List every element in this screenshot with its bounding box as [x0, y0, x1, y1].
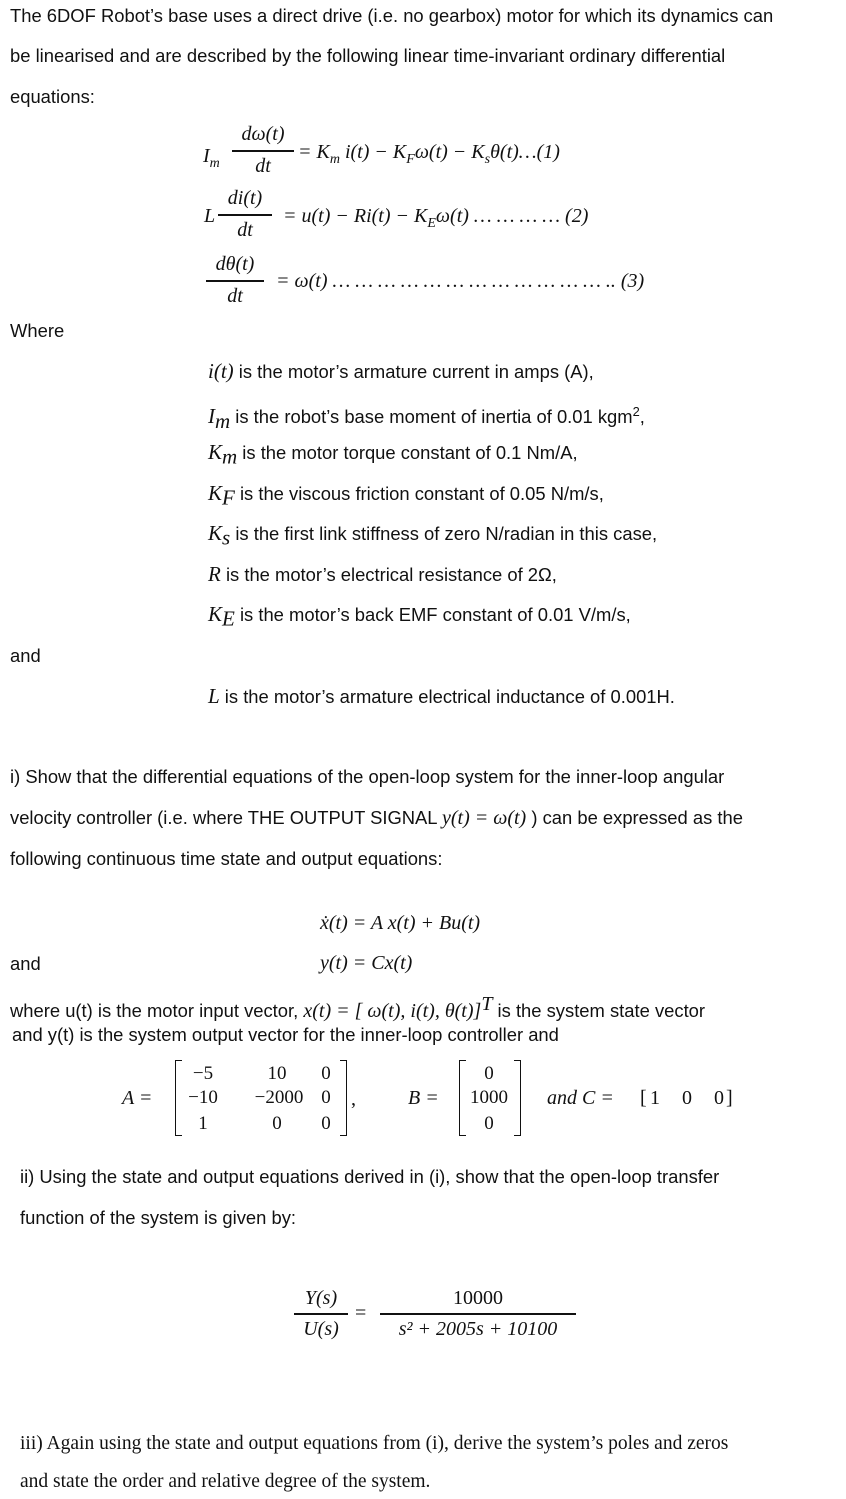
matrix-a-cell: 1 — [198, 1113, 208, 1134]
matrix-a-cell: −10 — [188, 1087, 218, 1108]
eq1-denominator: dt — [255, 155, 271, 177]
matrix-b-cell: 1000 — [470, 1087, 508, 1108]
eq2-denominator: dt — [237, 219, 253, 241]
definition-resistance: R is the motor’s electrical resistance of 2Ω, — [208, 562, 557, 586]
eq1-numerator: dω(t) — [241, 123, 285, 145]
matrix-c-cell: 0 — [682, 1087, 692, 1109]
matrix-b-cell: 0 — [484, 1113, 494, 1134]
eq1-rhs: = $K_m$ $i(t) - K_F\omega(t)$ − $K_s\theta(t)\dots(1)$ — [298, 141, 560, 167]
matrix-a-cell: −2000 — [254, 1087, 304, 1108]
where-state-line-1: where u(t) is the motor input vector, x(t) = [ ω(t), i(t), θ(t)]$^T$ is the system state vector — [10, 993, 706, 1023]
state-equation: ẋ(t) = A x(t) + Bu(t) — [320, 912, 481, 934]
part-iii-line-1: iii) Again using the state and output equations from (i), derive the system’s poles and zeros — [20, 1433, 729, 1454]
output-equation: y(t) = Cx(t) — [320, 952, 413, 974]
definition-back-emf: $K_E$ is the motor’s back EMF constant of 0.01 V/m/s, — [208, 602, 631, 631]
where-state-line-2: and y(t) is the system output vector for the inner-loop controller and — [12, 1024, 559, 1045]
eq3-denominator: dt — [227, 285, 243, 307]
definition-friction: $K_F$ is the viscous friction constant of 0.05 N/m/s, — [208, 481, 604, 510]
tf-rhs-denominator: s² + 2005s + 10100 — [398, 1318, 558, 1340]
matrix-c-cell: 0 — [714, 1087, 724, 1109]
tf-rhs-numerator: 10000 — [453, 1287, 503, 1309]
matrix-a-cell: −5 — [192, 1063, 214, 1084]
intro-line-3: equations: — [10, 86, 95, 107]
intro-line-1: The 6DOF Robot’s base uses a direct drive (i.e. no gearbox) motor for which its dynamics can — [10, 5, 774, 26]
and-label-2: and — [10, 953, 41, 974]
tf-lhs-numerator: Y(s) — [304, 1287, 338, 1309]
part-ii-line-2: function of the system is given by: — [20, 1207, 296, 1228]
part-i-line-2: velocity controller (i.e. where THE OUTPUT SIGNAL y(t) = ω(t) ) can be expressed as the — [10, 807, 743, 829]
matrix-a-cell: 0 — [321, 1113, 331, 1134]
intro-line-2: be linearised and are described by the following linear time-invariant ordinary differential — [10, 45, 726, 66]
definition-stiffness: $K_s$ is the first link stiffness of zero N/radian in this case, — [208, 521, 658, 550]
matrix-b-cell: 0 — [484, 1063, 494, 1084]
matrix-a-cell: 0 — [272, 1113, 282, 1134]
eq2-numerator: di(t) — [227, 187, 263, 209]
and-label-1: and — [10, 645, 41, 666]
definition-inductance: L is the motor’s armature electrical inductance of 0.001H. — [208, 684, 675, 708]
part-i-line-1: i) Show that the differential equations of the open-loop system for the inner-loop angular — [10, 766, 725, 787]
part-iii-line-2: and state the order and relative degree of the system. — [20, 1471, 431, 1492]
matrix-a-cell: 0 — [321, 1063, 331, 1084]
matrix-a-cell: 10 — [267, 1063, 287, 1084]
where-label: Where — [10, 320, 65, 341]
definition-torque-constant: $K_m$ is the motor torque constant of 0.1 Nm/A, — [208, 440, 578, 469]
part-i-line-3: following continuous time state and output equations: — [10, 848, 443, 869]
matrix-a-cell: 0 — [321, 1087, 331, 1108]
definition-current: i(t) is the motor’s armature current in amps (A), — [208, 359, 594, 383]
matrix-c-cell: 1 — [650, 1087, 660, 1109]
eq3-numerator: dθ(t) — [215, 253, 255, 275]
eq3-rhs: = ω(t) … … … … … … … … … … … … .. (3) — [276, 270, 645, 292]
definition-inertia: $I_m$ is the robot’s base moment of inertia of 0.01 kgm$^2$, — [208, 404, 645, 433]
eq2-rhs: = $u(t) - Ri(t) - K_E\omega(t)$ … … … … (2) — [283, 205, 589, 231]
part-ii-line-1: ii) Using the state and output equations derived in (i), show that the open-loop transfer — [20, 1166, 720, 1187]
tf-lhs-denominator: U(s) — [303, 1318, 339, 1340]
